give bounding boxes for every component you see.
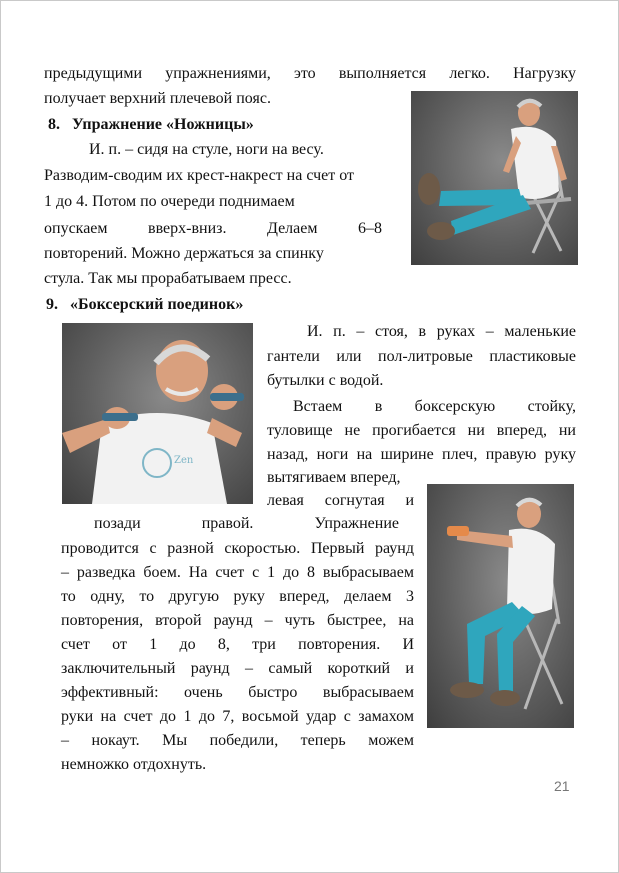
text-line: то одну, то другую руку вперед, делаем 3 xyxy=(61,588,414,605)
photo-seated-arms-forward xyxy=(427,484,574,728)
text-line: счет от 1 до 8, три повторения. И xyxy=(61,636,414,653)
section-heading-scissors: 8. Упражнение «Ножницы» xyxy=(48,116,254,133)
text-line: бутылки с водой. xyxy=(267,372,384,389)
text-line: предыдущими упражнениями, это выполняется легко. Нагрузку xyxy=(44,65,576,82)
text-line: – разведка боем. На счет с 1 до 8 выбрасываем xyxy=(61,564,414,581)
text-line: руки на счет до 1 до 7, восьмой удар с замахом xyxy=(61,708,414,725)
text-line: позади правой. Упражнение xyxy=(94,515,399,532)
page-number: 21 xyxy=(554,778,570,794)
svg-text:Zen: Zen xyxy=(174,455,194,466)
text-line: эффективный: очень быстро выбрасываем xyxy=(61,684,414,701)
text-line: повторения, второй раунд – чуть быстрее, на xyxy=(61,612,414,629)
text-line: заключительный раунд – самый короткий и xyxy=(61,660,414,677)
text-line: 1 до 4. Потом по очереди поднимаем xyxy=(44,193,295,210)
text-line: немножко отдохнуть. xyxy=(61,756,207,773)
text-line: опускаем вверх-вниз. Делаем 6–8 xyxy=(44,220,382,237)
text-line: получает верхний плечевой пояс. xyxy=(44,90,271,107)
text-line: повторений. Можно держаться за спинку xyxy=(44,245,324,262)
text-line: Разводим-сводим их крест-накрест на счет от xyxy=(44,167,355,184)
text-line: гантели или пол-литровые пластиковые xyxy=(267,348,576,365)
section-heading-boxing: 9. «Боксерский поединок» xyxy=(46,296,244,313)
text-line: Встаем в боксерскую стойку, xyxy=(293,398,576,415)
photo-boxing-stance xyxy=(62,323,253,504)
text-line: – нокаут. Мы победили, теперь можем xyxy=(61,732,414,749)
text-line: туловище не прогибается ни вперед, ни xyxy=(267,422,576,439)
text-line: вытягиваем вперед, xyxy=(267,469,401,486)
text-line: левая согнутая и xyxy=(267,492,414,509)
text-line: И. п. – стоя, в руках – маленькие xyxy=(307,323,576,340)
text-line: стула. Так мы прорабатываем пресс. xyxy=(44,270,292,287)
text-line: И. п. – сидя на стуле, ноги на весу. xyxy=(89,141,324,158)
photo-scissors-exercise xyxy=(411,91,578,265)
text-line: проводится с разной скоростью. Первый раунд xyxy=(61,540,414,557)
text-line: назад, ноги на ширине плеч, правую руку xyxy=(267,446,576,463)
